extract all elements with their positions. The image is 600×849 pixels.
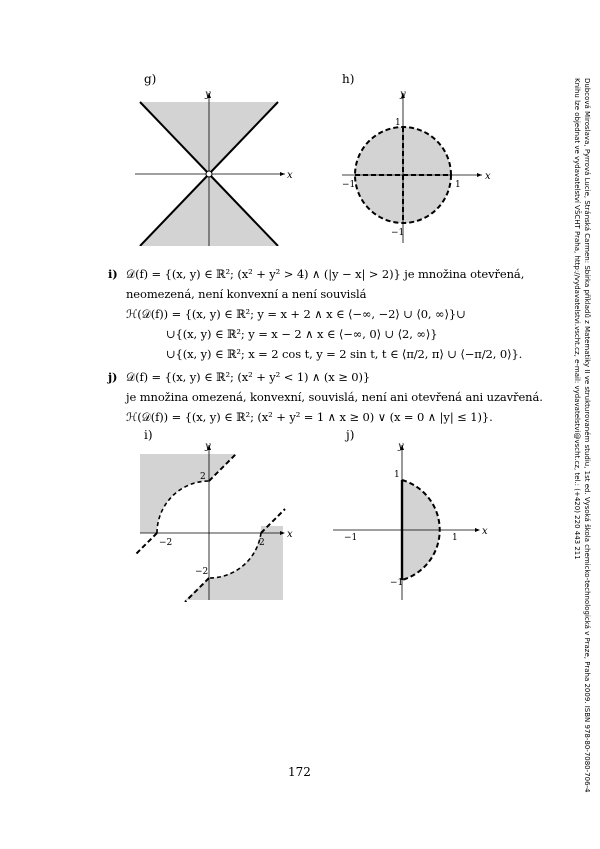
graph-h (337, 88, 497, 246)
graph-g (135, 88, 295, 246)
y-axis-label: y (398, 441, 404, 452)
boundary-j: ℋ(𝒟(f)) = {(x, y) ∈ ℝ²; (x² + y² = 1 ∧ x ≥ 0) ∨ (x = 0 ∧ |y| ≤ 1)}. (126, 410, 493, 424)
x-axis-label: x (287, 170, 293, 181)
tick-label: −1 (344, 533, 358, 543)
tick-label: −1 (390, 578, 404, 588)
tick-label: −1 (391, 228, 405, 238)
boundary-line-3-i: ∪{(x, y) ∈ ℝ²; x = 2 cos t, y = 2 sin t, t ∈ ⟨π/2, π⟩ ∪ ⟨−π/2, 0⟩}. (166, 347, 523, 361)
tick-label: 1 (395, 118, 401, 128)
graph-i (135, 440, 295, 602)
graph-j (330, 440, 495, 602)
item-marker-i: i) (108, 267, 118, 281)
y-axis-label: y (400, 89, 406, 100)
item-marker-j: j) (108, 370, 118, 384)
panel-label-j: j) (346, 428, 355, 442)
domain-definition-j: 𝒟(f) = {(x, y) ∈ ℝ²; (x² + y² < 1) ∧ (x ≥ 0)} (126, 370, 371, 384)
lower-right-region (185, 526, 283, 600)
boundary-line-1-i: ℋ(𝒟(f)) = {(x, y) ∈ ℝ²; y = x + 2 ∧ x ∈ ⟨−∞, −2⟩ ∪ ⟨0, ∞⟩}∪ (126, 307, 466, 321)
page-number: 172 (288, 765, 311, 779)
y-axis-label: y (205, 89, 211, 100)
upper-left-region (140, 454, 236, 533)
y-axis-label: y (205, 441, 211, 452)
x-axis-label: x (287, 529, 293, 540)
tick-label: 1 (452, 533, 458, 543)
tick-label: 2 (259, 538, 265, 548)
tick-label: 1 (455, 180, 461, 190)
panel-label-g: g) (144, 72, 157, 86)
tick-label: 1 (394, 470, 400, 480)
tick-label: −2 (159, 538, 173, 548)
domain-definition-i: 𝒟(f) = {(x, y) ∈ ℝ²; (x² + y² > 4) ∧ (|y − x| > 2)} je množina otevřená, (126, 267, 525, 281)
panel-label-h: h) (342, 72, 355, 86)
tick-label: −2 (195, 567, 209, 577)
tick-label: −1 (342, 180, 356, 190)
x-axis-label: x (485, 171, 491, 182)
origin-hole (206, 171, 212, 177)
tick-label: 2 (200, 472, 206, 482)
side-note (572, 78, 592, 793)
side-note-line-1: Dubcová Miroslava, Pyrrová Lucie, Stránská Carmen: Sbírka příkladů z Matematiky II ve strukturovaném studiu, 1st ed. Vysoká škola chemicko-technologická v Praze, Praha 2009. ISBN 978-80-7080-706-4 (583, 78, 591, 793)
domain-properties-i: neomezená, není konvexní a není souvislá (126, 287, 367, 301)
side-note-line-2: Knihu lze objednat ve vydavatelství VŠCHT Praha, http://vydavatelstvi.vscht.cz, e-mail: vydavatelstvi@vscht.cz, tel.: (+420) 220 443 211 (573, 78, 581, 560)
boundary-line-2-i: ∪{(x, y) ∈ ℝ²; y = x − 2 ∧ x ∈ ⟨−∞, 0⟩ ∪ ⟨2, ∞⟩} (166, 327, 438, 341)
domain-properties-j: je množina omezená, konvexní, souvislá, není ani otevřená ani uzavřená. (126, 390, 543, 404)
panel-label-i: i) (144, 428, 153, 442)
boundary-line (135, 533, 157, 555)
x-axis-label: x (482, 526, 488, 537)
